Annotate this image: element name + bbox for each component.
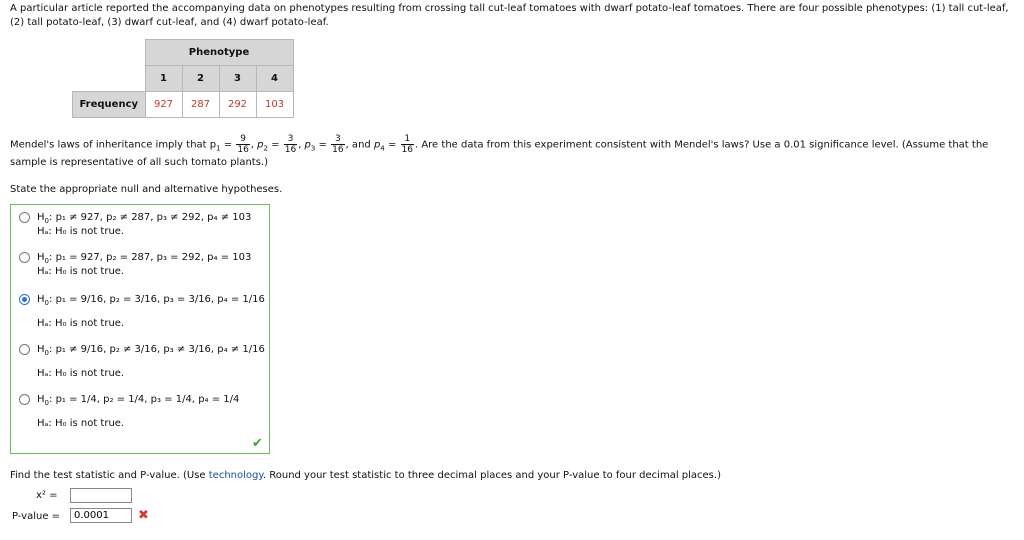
chi-square-label: x² = — [36, 490, 58, 501]
table-cell: 292 — [219, 92, 256, 118]
ha-text: Hₐ: H₀ is not true. — [37, 266, 125, 277]
h0-text: $H_0$: p₁ = 1/4, p₂ = 1/4, p₃ = 1/4, p₄ = 1/4 — [37, 394, 240, 407]
ha-text: Hₐ: H₀ is not true. — [37, 418, 125, 429]
h0-text: $H_0$: p₁ ≠ 9/16, p₂ ≠ 3/16, p₃ ≠ 3/16, p₄ ≠ 1/16 — [37, 344, 265, 357]
pvalue-label: P-value = — [12, 511, 61, 522]
column-header: 3 — [219, 66, 256, 92]
ha-text: Hₐ: H₀ is not true. — [37, 318, 125, 329]
find-prompt: Find the test statistic and P-value. (Use technology. Round your test statistic to three decimal places and your P-value to four decimal places.) — [10, 470, 721, 481]
column-header: 1 — [145, 66, 182, 92]
h0-text: $H_0$: p₁ = 9/16, p₂ = 3/16, p₃ = 3/16, p₄ = 1/16 — [37, 294, 265, 307]
incorrect-x-icon: ✖ — [138, 508, 149, 523]
row-label: Frequency — [73, 92, 146, 118]
mendel-text: Mendel's laws of inheritance imply that $p_1$ = $\frac{9}{16}$ , $p_2$ = $\frac{3}{16}$ , $p_3$ = $\frac{3}{16}$ , and $p_4$ = $\frac{1}{16}$ . Are the data from this experiment consistent with Mendel's laws? Use a 0.01 significance level. (Assume that the sample is representative of all such tomato plants.) — [10, 134, 989, 168]
fraction: $\frac{3}{16}$ — [332, 134, 344, 155]
ha-text: Hₐ: H₀ is not true. — [37, 226, 125, 237]
radio-button-selected[interactable] — [19, 294, 30, 305]
phenotype-table — [72, 39, 294, 118]
table-cell: 927 — [145, 92, 182, 118]
correct-check-icon: ✔ — [252, 436, 263, 451]
problem-intro: A particular article reported the accompanying data on phenotypes resulting from crossing tall cut-leaf tomatoes with dwarf potato-leaf tomatoes. There are four possible phenotypes: (1) tall cut-leaf, (2) tall potato-leaf, (3) dwarf cut-leaf, and (4) dwarf potato-leaf. — [10, 3, 1009, 28]
h0-text: $H_0$: p₁ = 927, p₂ = 287, p₃ = 292, p₄ = 103 — [37, 252, 252, 265]
pvalue-input[interactable] — [70, 508, 132, 523]
fraction: $\frac{1}{16}$ — [401, 134, 413, 155]
table-cell: 287 — [182, 92, 219, 118]
table-cell: 103 — [256, 92, 293, 118]
fraction: $\frac{3}{16}$ — [284, 134, 297, 155]
radio-button[interactable] — [19, 252, 30, 263]
column-header: 4 — [256, 66, 293, 92]
h0-text: $H_0$: p₁ ≠ 927, p₂ ≠ 287, p₃ ≠ 292, p₄ ≠ 103 — [37, 212, 252, 225]
radio-button[interactable] — [19, 344, 30, 355]
chi-square-input[interactable] — [70, 488, 132, 503]
hypotheses-prompt: State the appropriate null and alternative hypotheses. — [10, 184, 283, 195]
ha-text: Hₐ: H₀ is not true. — [37, 368, 125, 379]
radio-button[interactable] — [19, 394, 30, 405]
technology-link[interactable]: technology — [208, 470, 263, 481]
table-header: Phenotype — [145, 40, 293, 66]
hypotheses-choices — [10, 204, 270, 454]
radio-button[interactable] — [19, 212, 30, 223]
column-header: 2 — [182, 66, 219, 92]
fraction: $\frac{9}{16}$ — [237, 134, 249, 155]
